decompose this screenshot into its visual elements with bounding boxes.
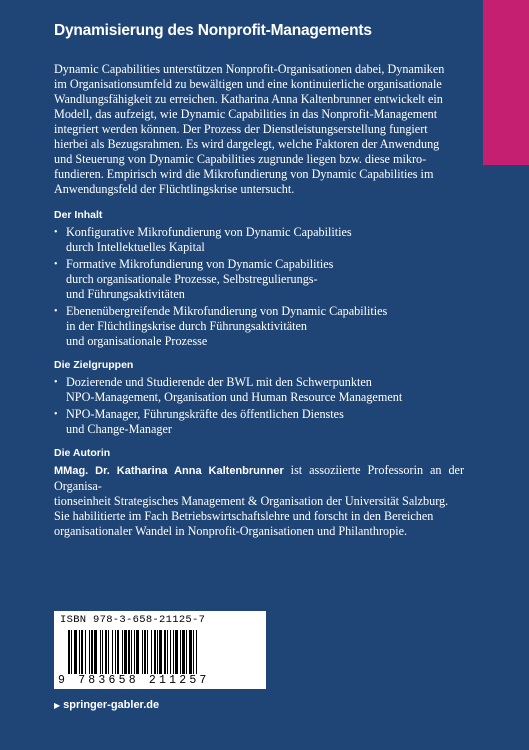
author-name: MMag. Dr. Katharina Anna Kaltenbrunner — [54, 465, 284, 477]
intro-line: integriert werden können. Der Prozess der Dienstleistungserstellung fungiert — [54, 122, 428, 136]
intro-paragraph — [54, 62, 464, 197]
list-line: durch Intellektuelles Kapital — [66, 240, 205, 254]
barcode-bar — [79, 630, 80, 674]
barcode-bar — [193, 630, 194, 674]
barcode-bar — [117, 630, 119, 674]
intro-line: Anwendungsfeld der Flüchtlingskrise untersucht. — [54, 182, 295, 196]
barcode-bar — [124, 630, 127, 674]
barcode-bar — [134, 630, 135, 674]
contents-list — [54, 225, 464, 349]
intro-line: hierbei als Bezugsrahmen. Es wird dargelegt, welche Faktoren der Anwendung — [54, 137, 440, 151]
barcode-bar — [186, 630, 187, 674]
barcode-bar — [128, 630, 130, 674]
barcode-bar — [173, 630, 174, 674]
barcode-bar — [196, 630, 197, 674]
barcode-bar — [164, 630, 166, 674]
intro-line: Dynamic Capabilities unterstützen Nonprofit-Organisationen dabei, Dynamiken — [54, 62, 445, 76]
publisher-website[interactable] — [54, 699, 159, 711]
barcode-bar — [147, 630, 148, 674]
barcode-bar — [81, 630, 83, 674]
author-bio-line: Sie habilitierte im Fach Betriebswirtschaftslehre und forscht in den Bereichen — [54, 509, 434, 523]
barcode-bar — [89, 630, 90, 674]
barcode-bar — [144, 630, 146, 674]
barcode-bar — [182, 630, 184, 674]
contents-heading: Der Inhalt — [54, 209, 103, 221]
list-item — [54, 225, 464, 255]
author-bio-line: organisationaler Wandel in Nonprofit-Organisationen und Philanthropie. — [54, 524, 408, 538]
author-bio — [54, 463, 464, 539]
barcode-bar — [105, 630, 107, 674]
audience-heading: Die Zielgruppen — [54, 359, 134, 371]
author-bio-line — [54, 463, 464, 494]
book-title: Dynamisierung des Nonprofit-Managements — [54, 22, 372, 39]
barcode-bar — [175, 630, 178, 674]
barcode-bar — [71, 630, 72, 674]
list-item — [54, 304, 464, 349]
barcode-bar — [170, 630, 171, 674]
website-label: springer-gabler.de — [63, 699, 160, 711]
barcode-bar — [68, 630, 70, 674]
isbn-barcode — [54, 611, 266, 689]
barcode-bar — [74, 630, 77, 674]
list-line: • NPO-Manager, Führungskräfte des öffentlichen Dienstes — [66, 407, 344, 421]
barcode-bars — [68, 630, 258, 674]
author-section — [54, 447, 464, 539]
list-line: und Change-Manager — [66, 422, 172, 436]
barcode-bar — [115, 630, 116, 674]
list-line: in der Flüchtlingskrise durch Führungsaktivitäten — [66, 319, 308, 333]
list-line: • Formative Mikrofundierung von Dynamic Capabilities — [66, 257, 334, 271]
list-line: und organisationale Prozesse — [66, 334, 208, 348]
back-cover-text — [54, 22, 464, 539]
audience-list — [54, 375, 464, 437]
list-item — [54, 407, 464, 437]
barcode-bar — [91, 630, 93, 674]
barcode-bar — [94, 630, 97, 674]
barcode-bar — [180, 630, 181, 674]
list-line: • Konfigurative Mikrofundierung von Dynamic Capabilities — [66, 225, 352, 239]
barcode-bar — [122, 630, 123, 674]
audience-section — [54, 359, 464, 437]
intro-line: Modell, das aufzeigt, wie Dynamic Capabilities in das Nonprofit-Management — [54, 107, 438, 121]
list-line: und Führungsaktivitäten — [66, 287, 185, 301]
barcode-bar — [102, 630, 103, 674]
barcode-bar — [154, 630, 156, 674]
barcode-bar — [159, 630, 162, 674]
list-line: NPO-Management, Organisation und Human Resource Management — [66, 390, 403, 404]
barcode-bar — [108, 630, 109, 674]
barcode-bar — [136, 630, 139, 674]
list-line: durch organisationale Prozesse, Selbstregulierungs- — [66, 272, 318, 286]
list-line: • Dozierende und Studierende der BWL mit den Schwerpunkten — [66, 375, 372, 389]
intro-line: fundieren. Empirisch wird die Mikrofundierung von Dynamic Capabilities im — [54, 167, 434, 181]
barcode-bar — [157, 630, 158, 674]
author-bio-line: tionseinheit Strategisches Management & Organisation der Universität Salzburg. — [54, 494, 449, 508]
author-bio-line-rest: ist assoziierte Professorin an der Organisa- — [54, 463, 465, 493]
magenta-accent-bar — [483, 0, 529, 165]
barcode-bar — [151, 630, 152, 674]
arrow-right-icon: ▶ — [54, 701, 61, 710]
barcode-bar — [189, 630, 192, 674]
barcode-bar — [167, 630, 168, 674]
list-item — [54, 375, 464, 405]
barcode-bar — [142, 630, 143, 674]
barcode-bar — [131, 630, 132, 674]
author-heading: Die Autorin — [54, 447, 111, 459]
isbn-text: ISBN 978-3-658-21125-7 — [60, 614, 206, 626]
list-item — [54, 257, 464, 302]
list-line: • Ebenenübergreifende Mikrofundierung von Dynamic Capabilities — [66, 304, 388, 318]
barcode-bar — [112, 630, 113, 674]
intro-line: im Organisationsumfeld zu bewältigen und eine kontinuierliche organisationale — [54, 77, 442, 91]
barcode-bar — [85, 630, 86, 674]
intro-line: Wandlungsfähigkeit zu erreichen. Katharina Anna Kaltenbrunner entwickelt ein — [54, 92, 443, 106]
intro-line: und Steuerung von Dynamic Capabilities zugrunde liegen bzw. diese mikro- — [54, 152, 427, 166]
barcode-number: 9 783658 211257 — [58, 674, 210, 687]
contents-section — [54, 209, 464, 349]
barcode-bar — [100, 630, 101, 674]
